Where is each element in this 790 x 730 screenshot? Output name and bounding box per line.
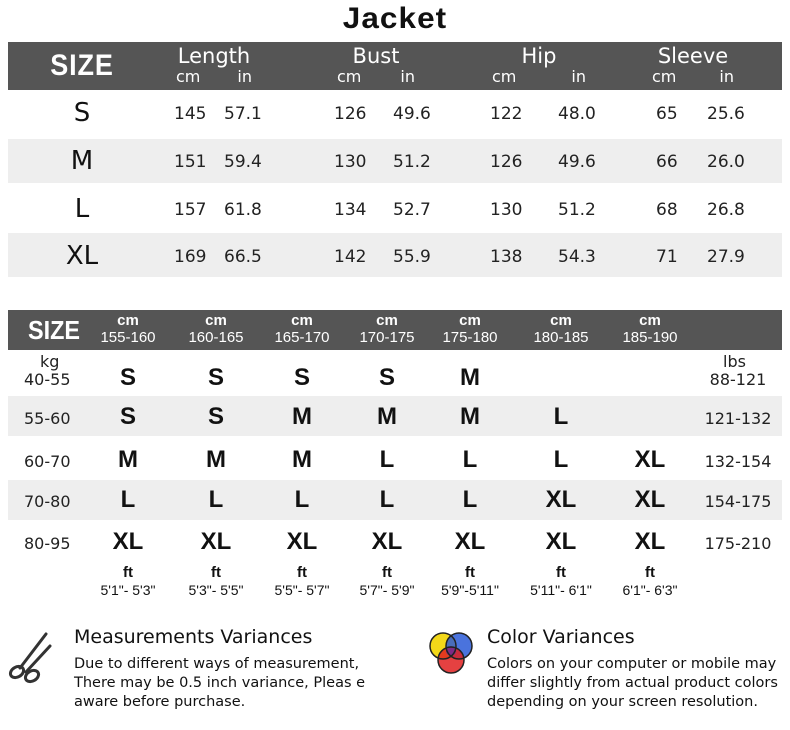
measurement-value: 151 [174, 152, 207, 172]
size-header-label: SIZE [50, 49, 114, 82]
measurement-value: 157 [174, 200, 207, 220]
color-variances-heading: Color Variances [487, 626, 635, 648]
measurement-value: 49.6 [393, 104, 431, 124]
size-cell: XL [634, 486, 666, 513]
size-cell: L [553, 446, 569, 473]
size-cell: XL [545, 528, 577, 555]
size-cell: S [207, 403, 224, 430]
size-row-label: S [73, 98, 91, 128]
measurement-value: 142 [334, 247, 367, 267]
measurement-value: 126 [490, 152, 523, 172]
color-variances-text: Colors on your computer or mobile may differ slightly from actual product colors depending on your screen resolution. [487, 656, 778, 710]
weight-kg-range: 60-70 [24, 452, 71, 471]
column-length: Length cm in [176, 44, 252, 86]
measurement-value: 54.3 [558, 247, 596, 267]
size-header-label: SIZE [27, 314, 81, 345]
weight-lbs-range: 88-121 [709, 370, 767, 389]
size-cell: S [293, 364, 310, 391]
height-column-header: cm 185-190 [622, 312, 678, 346]
height-column-header: cm 160-165 [188, 312, 244, 346]
weight-kg-range: 70-80 [24, 492, 71, 511]
weight-kg-range: 55-60 [24, 409, 71, 428]
size-cell: XL [112, 528, 144, 555]
size-row-label: XL [65, 241, 99, 271]
size-cell: S [119, 403, 136, 430]
measurement-value: 59.4 [224, 152, 262, 172]
column-sleeve: Sleeve cm in [652, 44, 734, 86]
size-cell: M [377, 403, 397, 430]
scissors-icon [6, 628, 56, 684]
size-row-label: M [70, 146, 94, 176]
column-hip: Hip cm in [492, 44, 586, 86]
measurement-value: 65 [656, 104, 678, 124]
size-cell: S [378, 364, 395, 391]
measurement-value: 66.5 [224, 247, 262, 267]
size-cell: M [460, 403, 480, 430]
measurement-value: 138 [490, 247, 523, 267]
measurement-value: 51.2 [558, 200, 596, 220]
size-cell: L [379, 486, 395, 513]
size-cell: L [294, 486, 310, 513]
measurements-variances-text: Due to different ways of measurement, There may be 0.5 inch variance, Pleas e aware before purchase. [74, 656, 366, 710]
measurement-value: 26.8 [707, 200, 745, 220]
measurement-value: 51.2 [393, 152, 431, 172]
height-column-header: cm 155-160 [100, 312, 156, 346]
height-column-header: cm 175-180 [442, 312, 498, 346]
size-cell: M [292, 403, 312, 430]
height-ft-label: ft 5'11"- 6'1" [530, 564, 592, 598]
size-cell: XL [634, 446, 666, 473]
height-ft-label: ft 5'9"-5'11" [441, 564, 499, 598]
height-ft-label: ft 5'3"- 5'5" [188, 564, 244, 598]
measurement-value: 134 [334, 200, 367, 220]
height-column-header: cm 165-170 [274, 312, 330, 346]
height-ft-label: ft 5'5"- 5'7" [274, 564, 330, 598]
column-bust: Bust cm in [337, 44, 415, 86]
size-cell: S [119, 364, 136, 391]
measurement-value: 130 [334, 152, 367, 172]
size-cell: M [118, 446, 138, 473]
measurement-value: 27.9 [707, 247, 745, 267]
measurement-value: 48.0 [558, 104, 596, 124]
size-cell: XL [454, 528, 486, 555]
size-cell: M [206, 446, 226, 473]
size-cell: L [462, 446, 478, 473]
weight-lbs-range: 154-175 [704, 492, 772, 511]
size-cell: L [553, 403, 569, 430]
measurement-value: 71 [656, 247, 678, 267]
size-cell: M [292, 446, 312, 473]
measurements-variances-heading: Measurements Variances [74, 626, 313, 648]
size-cell: XL [200, 528, 232, 555]
size-cell: S [207, 364, 224, 391]
page-title: Jacket [342, 2, 448, 35]
height-column-header: cm 180-185 [533, 312, 589, 346]
size-cell: XL [545, 486, 577, 513]
measurement-value: 130 [490, 200, 523, 220]
measurement-value: 52.7 [393, 200, 431, 220]
size-cell: L [462, 486, 478, 513]
size-cell: L [379, 446, 395, 473]
height-ft-label: ft 5'7"- 5'9" [359, 564, 415, 598]
measurement-value: 26.0 [707, 152, 745, 172]
measurement-value: 25.6 [707, 104, 745, 124]
measurement-value: 145 [174, 104, 207, 124]
size-cell: L [208, 486, 224, 513]
size-cell: XL [371, 528, 403, 555]
height-column-header: cm 170-175 [359, 312, 415, 346]
kg-unit: kg [40, 352, 60, 371]
weight-lbs-range: 121-132 [704, 409, 772, 428]
measurement-value: 49.6 [558, 152, 596, 172]
size-cell: M [460, 364, 480, 391]
size-cell: XL [286, 528, 318, 555]
size-row-label: L [74, 194, 90, 224]
measurement-value: 68 [656, 200, 678, 220]
weight-kg-range: 80-95 [24, 534, 71, 553]
weight-lbs-range: 132-154 [704, 452, 772, 471]
size-cell: XL [634, 528, 666, 555]
color-circles-icon [426, 628, 476, 678]
measurement-value: 169 [174, 247, 207, 267]
lbs-unit: lbs [723, 352, 746, 371]
weight-lbs-range: 175-210 [704, 534, 772, 553]
height-ft-label: ft 5'1"- 5'3" [100, 564, 156, 598]
height-ft-label: ft 6'1"- 6'3" [622, 564, 678, 598]
measurement-value: 126 [334, 104, 367, 124]
measurement-value: 61.8 [224, 200, 262, 220]
measurement-value: 55.9 [393, 247, 431, 267]
measurement-value: 57.1 [224, 104, 262, 124]
measurement-value: 66 [656, 152, 678, 172]
measurement-value: 122 [490, 104, 523, 124]
size-cell: L [120, 486, 136, 513]
weight-kg-range: 40-55 [24, 370, 71, 389]
